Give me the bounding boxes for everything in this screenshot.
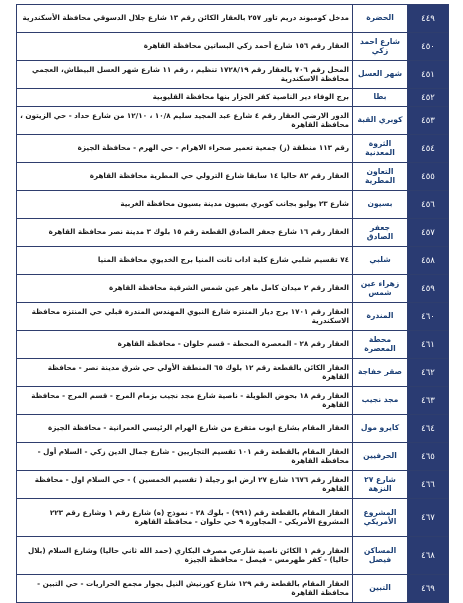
- branch-address: العقار رقم ١ الكائن ناصية شارعي مصرف البكاري (حمد الله ثاني حاليا) وشارع السلام (بلال حاليا) - كفر طهرمس - فيصل - محافظة الجيزة: [17, 537, 353, 575]
- branch-address: برج الوفاء دير الناصية كفر الجزار بنها محافظة القليوبية: [17, 89, 353, 107]
- branch-number: ٤٦٣: [408, 387, 449, 415]
- branch-address: ٧٤ تقسيم شلبي شارع كلية اداب ثانت المنيا برج الخديوي محافظة المنيا: [17, 247, 353, 275]
- branch-number: ٤٥٣: [408, 107, 449, 135]
- table-row: [17, 275, 449, 303]
- branch-number: ٤٦٨: [408, 537, 449, 575]
- branch-number: ٤٥٥: [408, 163, 449, 191]
- branch-address: العقار رقم ١٦ شارع جعفر الصادق القطعة رقم ١٥ بلوك ٣ مدينة نصر محافظة القاهرة: [17, 219, 353, 247]
- branch-address: شارع ٢٣ يوليو بجانب كوبري بسيون مدينة بسيون محافظة الغربية: [17, 191, 353, 219]
- branch-name: شهر العسل: [353, 61, 408, 89]
- branch-name: بسيون: [353, 191, 408, 219]
- table-row: [17, 107, 449, 135]
- branch-number: ٤٦٧: [408, 499, 449, 537]
- table-row: [17, 163, 449, 191]
- table-row: [17, 219, 449, 247]
- branch-name: محطة المعصرة: [353, 331, 408, 359]
- branch-address: العقار المقام بالقطعة رقم ١٠١ تقسيم التجاريين - شارع جمال الدين زكي - السلام أول - محافظة القاهرة: [17, 443, 353, 471]
- branch-name: مجد نجيب: [353, 387, 408, 415]
- branch-address: العقار رقم ٢ ميدان كامل ماهر عين شمس الشرقية محافظة القاهرة: [17, 275, 353, 303]
- branch-number: ٤٥٦: [408, 191, 449, 219]
- branch-name: صقر خفاجة: [353, 359, 408, 387]
- branch-table-body: [17, 5, 449, 603]
- table-row: [17, 89, 449, 107]
- branch-name: المندرة: [353, 303, 408, 331]
- table-row: [17, 303, 449, 331]
- branch-number: ٤٦٢: [408, 359, 449, 387]
- branch-address: العقار رقم ١٦٧٦ شارع ٢٧ ارض ابو رجيلة ( تقسيم الخمسين ) - حي السلام اول - محافظة القاهرة: [17, 471, 353, 499]
- table-row: [17, 331, 449, 359]
- table-row: [17, 537, 449, 575]
- table-row: [17, 33, 449, 61]
- branch-number: ٤٦٩: [408, 575, 449, 603]
- table-row: [17, 443, 449, 471]
- branch-address: العقار رقم ١٨ بحوض الطويلة - ناصية شارع مجد نجيب بزمام المرج - قسم المرج - محافظة القاهرة: [17, 387, 353, 415]
- branch-address: العقار رقم ١٥٦ شارع أحمد زكي البساتين محافظة القاهرة: [17, 33, 353, 61]
- table-row: [17, 359, 449, 387]
- table-row: [17, 191, 449, 219]
- branch-number: ٤٦٠: [408, 303, 449, 331]
- branch-number: ٤٦٥: [408, 443, 449, 471]
- table-row: [17, 471, 449, 499]
- branch-number: ٤٦٦: [408, 471, 449, 499]
- branch-name: كايرو مول: [353, 415, 408, 443]
- branch-address: العقار رقم ٢٨ - المعصرة المحطة - قسم حلوان - محافظة القاهرة: [17, 331, 353, 359]
- table-row: [17, 575, 449, 603]
- branch-number: ٤٦١: [408, 331, 449, 359]
- branch-number: ٤٥٩: [408, 275, 449, 303]
- branch-number: ٤٥٢: [408, 89, 449, 107]
- branch-name: التبين: [353, 575, 408, 603]
- branch-name: جعفر الصادق: [353, 219, 408, 247]
- branch-address: المحل رقم ٧٠٦ بالعقار رقم ١٧٢٨/١٩ تنظيم ، رقم ١١ شارع شهر العسل البيطاش، العجمي محافظة الاسكندرية: [17, 61, 353, 89]
- branch-name: التعاون المطرية: [353, 163, 408, 191]
- branch-name: زهراء عين شمس: [353, 275, 408, 303]
- branch-table: [16, 4, 449, 603]
- branch-number: ٤٥٧: [408, 219, 449, 247]
- branch-name: المساكن فيصل: [353, 537, 408, 575]
- branch-name: الحضرة: [353, 5, 408, 33]
- branch-name: شلبي: [353, 247, 408, 275]
- branch-number: ٤٥١: [408, 61, 449, 89]
- branch-name: كوبري القبة: [353, 107, 408, 135]
- table-row: [17, 61, 449, 89]
- branch-address: الدور الارضي العقار رقم ٤ شارع عبد المجيد سليم ١٠/٨ ، ١٢/١٠ من شارع حداد - حي الزيتون ، محافظة القاهرة: [17, 107, 353, 135]
- branch-address: رقم ١١٣ منطقة (ز) جمعية تعمير صحراء الاهرام - حي الهرم - محافظة الجيزة: [17, 135, 353, 163]
- branch-address: العقار الكائن بالقطعة رقم ١٢ بلوك ٦٥ المنطقة الأولي حي شرق مدينة نصر - محافظة القاهرة: [17, 359, 353, 387]
- branch-number: ٤٤٩: [408, 5, 449, 33]
- branch-address: العقار رقم ١٧٠١ برج ديار المنتزه شارع النبوي المهندس المندرة قبلي حي المنتزه محافظة الاسكندرية: [17, 303, 353, 331]
- branch-name: شارع احمد زكي: [353, 33, 408, 61]
- branch-address: مدخل كومبوند دريم تاور ٢٥٧ بالعقار الكائن رقم ١٣ شارع جلال الدسوقي محافظة الأسكندرية: [17, 5, 353, 33]
- branch-address: العقار المقام بالقطعة رقم ١٢٩ شارع كورنيش النيل بجوار مجمع الحراريات - حي التبين - محافظة القاهرة: [17, 575, 353, 603]
- branch-address: العقار رقم ٨٢ حاليا ١٤ سابقا شارع الترولي حي المطرية محافظة القاهرة: [17, 163, 353, 191]
- branch-name: شارع ٢٧ النزهة: [353, 471, 408, 499]
- branch-name: المشروع الأمريكي: [353, 499, 408, 537]
- table-row: [17, 5, 449, 33]
- branch-address: العقار المقام بشارع ايوب متفرع من شارع الهرام الرئيسي العمرانية - محافظة الجيزة: [17, 415, 353, 443]
- branch-name: الثروة المعدنية: [353, 135, 408, 163]
- branch-number: ٤٥٨: [408, 247, 449, 275]
- branch-number: ٤٥٤: [408, 135, 449, 163]
- branch-number: ٤٦٤: [408, 415, 449, 443]
- table-row: [17, 247, 449, 275]
- table-row: [17, 499, 449, 537]
- table-row: [17, 135, 449, 163]
- branch-name: بطا: [353, 89, 408, 107]
- table-row: [17, 415, 449, 443]
- branch-number: ٤٥٠: [408, 33, 449, 61]
- branch-name: الحرفيين: [353, 443, 408, 471]
- table-row: [17, 387, 449, 415]
- branch-address: العقار المقام بالقطعة رقم (٩٩١) - بلوك ٢٨ - نموذج (ه) شارع رقم ١ وشارع رقم ٢٢٣ المشروع الأمريكي - المجاورة ٩ حي حلوان - محافظة القاهرة: [17, 499, 353, 537]
